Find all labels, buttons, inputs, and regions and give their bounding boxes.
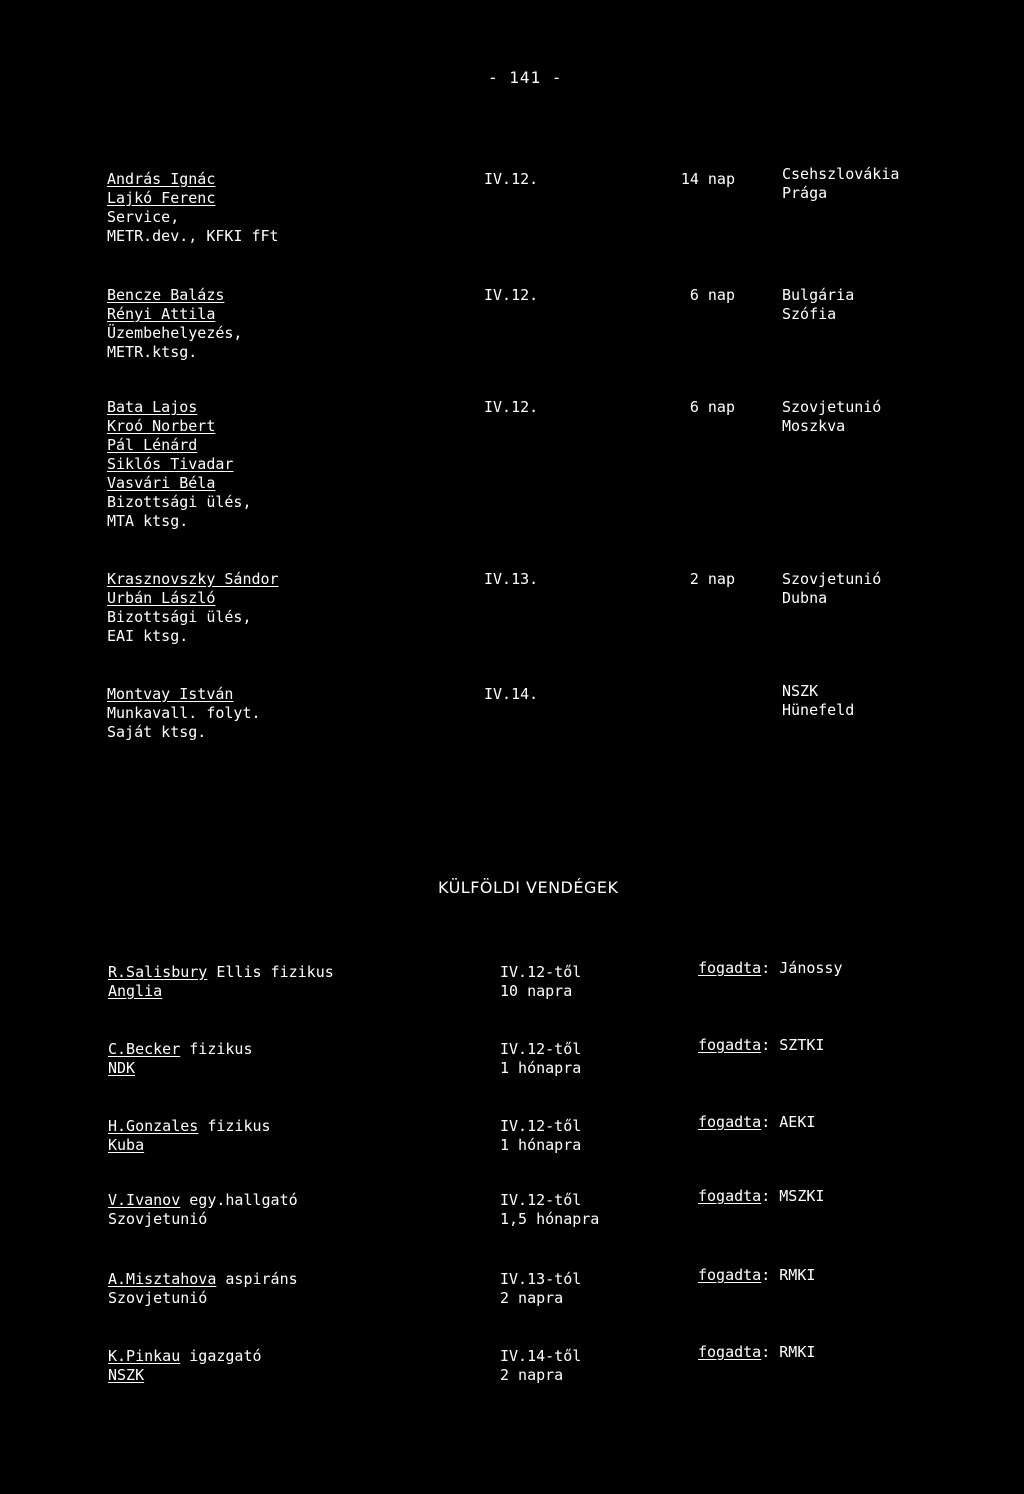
participant-name: Rényi Attila [107,305,216,323]
visit-start: IV.14-től [500,1347,582,1365]
visitor-name: K.Pinkau [108,1347,181,1365]
visitor-country: NSZK [108,1366,145,1384]
host-label: fogadta [698,1343,762,1361]
trip-destination [782,398,881,436]
trip-date: IV.12. [484,398,539,416]
destination-city: Moszkva [782,417,846,435]
visitor-country: Anglia [108,982,163,1000]
host-label: fogadta [698,1187,762,1205]
visitor-identity [108,1270,298,1308]
visitor-role: egy.hallgató [189,1191,298,1209]
trip-destination [782,570,881,608]
page-number: - 141 - [488,68,563,87]
visitor-stay [500,1040,581,1078]
visitor-name: H.Gonzales [108,1117,199,1135]
visit-start: IV.12-től [500,963,582,981]
visitor-name: V.Ivanov [108,1191,181,1209]
visitor-host: fogadta: Jánossy [698,959,843,977]
trip-date: IV.12. [484,286,539,304]
trip-participants [107,570,447,646]
host-label: fogadta [698,1036,762,1054]
visitor-role: fizikus [189,1040,253,1058]
visitor-role: igazgató [189,1347,262,1365]
participant-name: Urbán László [107,589,216,607]
visitor-name: C.Becker [108,1040,181,1058]
host-name: RMKI [779,1266,816,1284]
participant-name: Montvay István [107,685,234,703]
participant-name: Vasvári Béla [107,474,216,492]
visitor-stay [500,1117,581,1155]
destination-country: NSZK [782,682,819,700]
visit-start: IV.12-től [500,1191,582,1209]
host-label: fogadta [698,1113,762,1131]
visitor-host: fogadta: RMKI [698,1266,816,1284]
visitor-role: fizikus [207,1117,271,1135]
participant-name: Siklós Tivadar [107,455,234,473]
destination-country: Szovjetunió [782,570,882,588]
trip-purpose: Bizottsági ülés, [107,493,252,511]
host-name: AEKI [779,1113,816,1131]
host-label: fogadta [698,1266,762,1284]
participant-name: Bencze Balázs [107,286,225,304]
trip-date: IV.12. [484,170,539,188]
visitor-stay [500,1347,581,1385]
participant-name: Kroó Norbert [107,417,216,435]
visitor-stay [500,963,581,1001]
host-name: MSZKI [779,1187,825,1205]
trip-participants [107,685,447,742]
visit-length: 10 napra [500,982,573,1000]
trip-date: IV.13. [484,570,539,588]
trip-purpose: Service, [107,208,180,226]
visit-length: 2 napra [500,1366,564,1384]
participant-name: Krasznovszky Sándor [107,570,279,588]
visitor-role: Ellis fizikus [216,963,334,981]
destination-country: Bulgária [782,286,855,304]
visit-length: 2 napra [500,1289,564,1307]
visitor-host: fogadta: SZTKI [698,1036,825,1054]
trip-purpose: Bizottsági ülés, [107,608,252,626]
visitor-identity [108,1040,253,1078]
visit-length: 1 hónapra [500,1059,582,1077]
destination-country: Szovjetunió [782,398,882,416]
visitor-identity [108,1347,262,1385]
trip-funding: EAI ktsg. [107,627,189,645]
visit-start: IV.12-től [500,1117,582,1135]
trip-date: IV.14. [484,685,539,703]
trip-purpose: Üzembehelyezés, [107,324,243,342]
visitor-stay [500,1191,599,1229]
visitor-name: A.Misztahova [108,1270,217,1288]
destination-city: Dubna [782,589,828,607]
trip-funding: Saját ktsg. [107,723,207,741]
host-name: Jánossy [779,959,843,977]
host-name: RMKI [779,1343,816,1361]
visitor-name: R.Salisbury [108,963,208,981]
visit-length: 1 hónapra [500,1136,582,1154]
trip-duration: 14 nap [680,170,735,188]
destination-country: Csehszlovákia [782,165,900,183]
destination-city: Prága [782,184,828,202]
participant-name: Bata Lajos [107,398,198,416]
trip-destination [782,286,854,324]
trip-funding: METR.ktsg. [107,343,198,361]
visitor-host: fogadta: RMKI [698,1343,816,1361]
visitor-identity [108,963,334,1001]
visitor-country: NDK [108,1059,136,1077]
visitor-stay [500,1270,581,1308]
visitor-country: Kuba [108,1136,145,1154]
host-label: fogadta [698,959,762,977]
participant-name: András Ignác [107,170,216,188]
trip-duration: 6 nap [689,286,735,304]
participant-name: Pál Lénárd [107,436,198,454]
visitor-identity [108,1117,271,1155]
visitor-role: aspiráns [225,1270,298,1288]
visitor-country: Szovjetunió [108,1289,208,1307]
host-name: SZTKI [779,1036,825,1054]
trip-funding: MTA ktsg. [107,512,189,530]
visit-length: 1,5 hónapra [500,1210,600,1228]
visitor-country: Szovjetunió [108,1210,208,1228]
visitor-host: fogadta: AEKI [698,1113,816,1131]
trip-participants [107,170,447,246]
trip-destination [782,682,854,720]
trip-participants [107,398,447,531]
trip-participants [107,286,447,362]
visit-start: IV.12-től [500,1040,582,1058]
visitor-host: fogadta: MSZKI [698,1187,825,1205]
trip-duration: 6 nap [689,398,735,416]
trip-destination [782,165,899,203]
trip-purpose: Munkavall. folyt. [107,704,261,722]
visit-start: IV.13-tól [500,1270,582,1288]
trip-duration: 2 nap [689,570,735,588]
destination-city: Hünefeld [782,701,855,719]
destination-city: Szófia [782,305,837,323]
trip-funding: METR.dev., KFKI fFt [107,227,279,245]
participant-name: Lajkó Ferenc [107,189,216,207]
section-title: KÜLFÖLDI VENDÉGEK [438,878,619,897]
visitor-identity [108,1191,298,1229]
